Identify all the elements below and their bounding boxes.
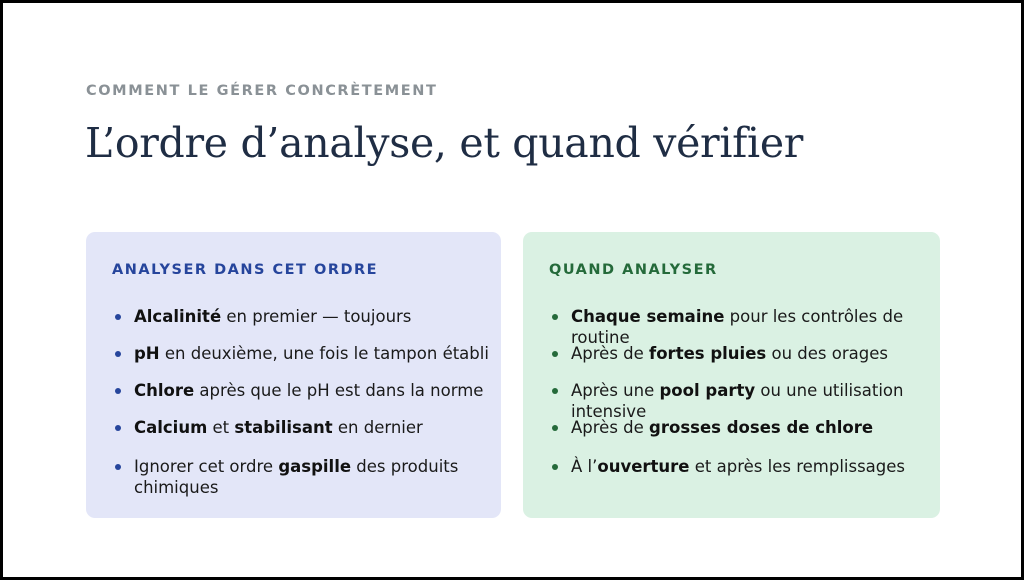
bullet-dot-icon <box>552 314 558 320</box>
order-item-text: après que le pH est dans la norme <box>194 381 484 400</box>
order-item <box>134 343 494 364</box>
order-card <box>86 232 501 518</box>
when-item-text: et après les remplissages <box>689 457 906 476</box>
bullet-dot-icon <box>115 351 121 357</box>
when-item-text: Après une <box>571 381 660 400</box>
order-item-text: en dernier <box>332 418 423 437</box>
order-item <box>134 417 494 438</box>
order-item-text: Ignorer cet ordre <box>134 457 279 476</box>
section-eyebrow: COMMENT LE GÉRER CONCRÈTEMENT <box>86 83 438 99</box>
when-item-text: À l’ <box>571 457 598 476</box>
bullet-dot-icon <box>552 464 558 470</box>
order-item-emphasis: stabilisant <box>234 418 333 437</box>
order-item-text: en deuxième, une fois le tampon établi <box>159 344 489 363</box>
when-card <box>523 232 940 518</box>
order-item-emphasis: Chlore <box>134 381 195 400</box>
when-item <box>571 456 931 477</box>
when-item-text: ou des orages <box>766 344 888 363</box>
bullet-dot-icon <box>552 351 558 357</box>
bullet-dot-icon <box>552 388 558 394</box>
when-item-text: Après de <box>571 344 650 363</box>
when-item-emphasis: grosses doses de chlore <box>649 418 874 437</box>
when-item-text: Après de <box>571 418 650 437</box>
when-item-emphasis: Chaque semaine <box>571 307 725 326</box>
when-card-heading: QUAND ANALYSER <box>549 262 718 278</box>
when-item <box>571 417 931 438</box>
when-item <box>571 343 931 364</box>
bullet-dot-icon <box>115 464 121 470</box>
order-item-emphasis: Alcalinité <box>134 307 222 326</box>
order-item <box>134 306 494 327</box>
order-item <box>134 380 494 401</box>
bullet-dot-icon <box>115 388 121 394</box>
order-card-heading: ANALYSER DANS CET ORDRE <box>112 262 379 278</box>
order-item <box>134 456 494 498</box>
slide-title: L’ordre d’analyse, et quand vérifier <box>85 119 804 167</box>
when-item-emphasis: pool party <box>659 381 756 400</box>
when-item-text: pour les contrôles de routine <box>571 307 904 347</box>
order-item-text: et <box>207 418 235 437</box>
when-item <box>571 306 931 348</box>
order-item-text: en premier — toujours <box>221 307 412 326</box>
when-item-emphasis: ouverture <box>597 457 690 476</box>
order-item-emphasis: Calcium <box>134 418 208 437</box>
slide <box>3 3 1021 577</box>
when-item <box>571 380 931 422</box>
bullet-dot-icon <box>115 314 121 320</box>
bullet-dot-icon <box>115 425 121 431</box>
when-item-emphasis: fortes pluies <box>649 344 767 363</box>
order-item-emphasis: pH <box>134 344 160 363</box>
order-item-text: des produits chimiques <box>134 457 459 497</box>
bullet-dot-icon <box>552 425 558 431</box>
when-item-text: ou une utilisation intensive <box>571 381 904 421</box>
order-item-emphasis: gaspille <box>278 457 352 476</box>
